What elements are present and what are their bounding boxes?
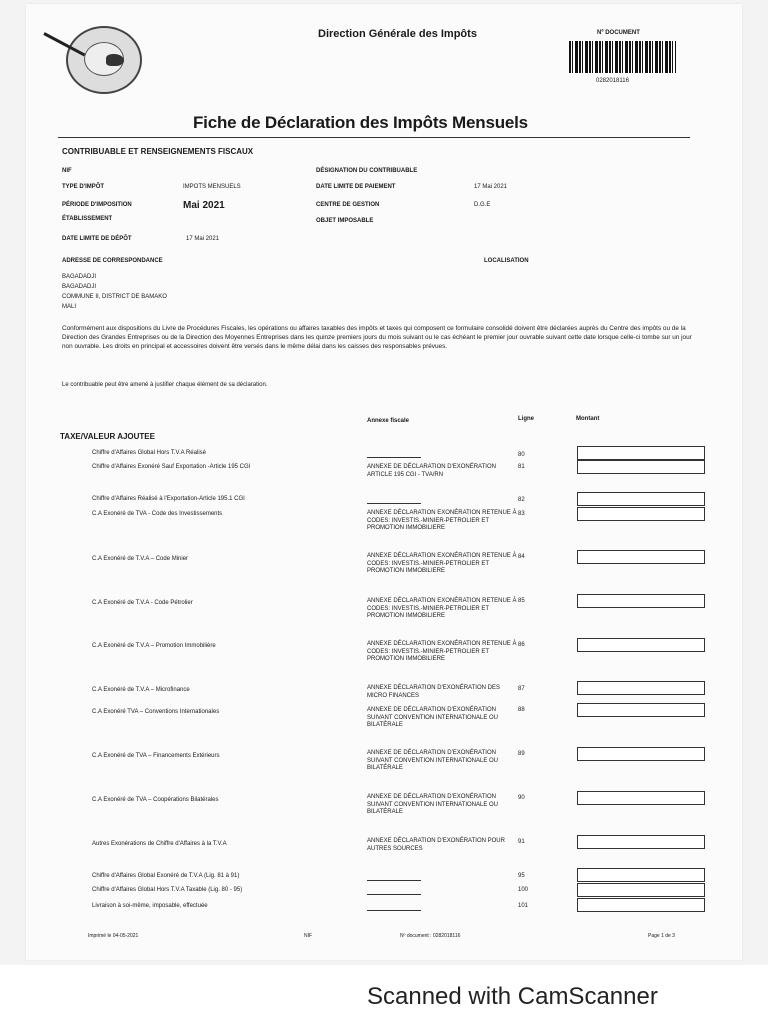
annexe-blank [367, 894, 421, 895]
field-value-periode: Mai 2021 [183, 200, 225, 211]
montant-input-90[interactable] [577, 791, 705, 805]
row-ligne: 81 [518, 464, 525, 470]
annexe-blank [367, 457, 421, 458]
dgi-seal-icon [66, 26, 142, 94]
row-label: C.A Exonéré TVA – Conventions Internationales [92, 709, 220, 715]
row-ligne: 86 [518, 642, 525, 648]
annexe-blank [367, 503, 421, 504]
legal-paragraph: Conformément aux dispositions du Livre de Procédures Fiscales, les opérations ou affaires taxables des impôts et taxes qui composent ce formulaire consolidé doivent être déclarées auprès du Centre des impôts ou de la Direction des Grandes Entreprises ou de la Direction des Moyennes Entreprises dans les quinze premiers jours du mois suivant ou le cas échéant le premier jour ouvrable suivant cette date lorsque celle-ci tombe sur un jour non ouvrable. Les droits en principal et accessoires doivent être versés dans le même délai dans les caisses des responsables prévues. [62, 325, 692, 350]
row-label: Chiffre d'Affaires Global Exonéré de T.V.A (Lig. 81 à 91) [92, 873, 240, 879]
row-annexe: ANNEXE DE DÉCLARATION D'EXONÉRATION SUIVANT CONVENTION INTERNATIONALE OU BILATÉRALE [367, 707, 499, 728]
row-label: Chiffre d'Affaires Global Hors T.V.A Taxable (Lig. 80 - 95) [92, 887, 243, 893]
page-title: Fiche de Déclaration des Impôts Mensuels [193, 113, 528, 132]
montant-input-100[interactable] [577, 883, 705, 897]
field-label-depot: DATE LIMITE DE DÉPÔT [62, 236, 132, 242]
montant-input-88[interactable] [577, 703, 705, 717]
row-ligne: 88 [518, 707, 525, 713]
row-ligne: 80 [518, 452, 525, 458]
row-label: C.A Exonéré de T.V.A – Promotion Immobilière [92, 643, 216, 649]
barcode-icon [569, 41, 676, 73]
montant-input-80[interactable] [577, 446, 705, 460]
row-ligne: 100 [518, 887, 529, 893]
montant-input-87[interactable] [577, 681, 705, 695]
camscanner-watermark: Scanned with CamScanner [367, 983, 658, 1010]
col-header-annexe: Annexe fiscale [367, 418, 410, 424]
correspondence-label: ADRESSE DE CORRESPONDANCE [62, 258, 163, 264]
localisation-label: LOCALISATION [484, 258, 529, 264]
row-annexe: ANNEXE DÉCLARATION EXONÉRATION RETENUE À CODES: INVESTIS.-MINIER-PETROLIER ET PROMOTION IMMOBILIERE [367, 641, 517, 662]
field-value-centre: D.G.E [474, 202, 491, 208]
montant-input-89[interactable] [577, 747, 705, 761]
row-ligne: 91 [518, 839, 525, 845]
address-line: BAGADADJI [62, 284, 97, 290]
field-label-paiement: DATE LIMITE DE PAIEMENT [316, 184, 396, 190]
field-label-designation: DÉSIGNATION DU CONTRIBUABLE [316, 168, 418, 174]
footer-doc: Nº document : 0282018116 [400, 933, 461, 939]
row-ligne: 101 [518, 903, 529, 909]
row-ligne: 87 [518, 686, 525, 692]
address-line: BAGADADJI [62, 274, 97, 280]
row-label: Chiffre d'Affaires Global Hors T.V.A Réalisé [92, 450, 206, 456]
row-annexe: ANNEXE DÉCLARATION EXONÉRATION RETENUE À CODES: INVESTIS.-MINIER-PETROLIER ET PROMOTION IMMOBILIERE [367, 510, 517, 531]
doc-num-label: Nº DOCUMENT [597, 30, 640, 36]
col-header-ligne: Ligne [518, 416, 534, 422]
montant-input-81[interactable] [577, 460, 705, 474]
row-ligne: 95 [518, 873, 525, 879]
footer-page: Page 1 de 3 [648, 933, 675, 939]
field-value-paiement: 17 Mai 2021 [474, 184, 508, 190]
row-ligne: 83 [518, 511, 525, 517]
row-label: Chiffre d'Affaires Réalisé à l'Exportation-Article 195.1 CGI [92, 496, 245, 502]
row-label: C.A Exonéré de TVA – Financements Extérieurs [92, 753, 220, 759]
montant-input-95[interactable] [577, 868, 705, 882]
field-value-type: IMPOTS MENSUELS [183, 184, 241, 190]
field-label-objet: OBJET IMPOSABLE [316, 218, 374, 224]
montant-input-83[interactable] [577, 507, 705, 521]
row-ligne: 85 [518, 598, 525, 604]
montant-input-86[interactable] [577, 638, 705, 652]
row-annexe: ANNEXE DÉCLARATION D'EXONÉRATION DES MICRO FINANCES [367, 685, 500, 699]
row-label: C.A Exonéré de TVA - Code des Investissements [92, 511, 223, 517]
annexe-blank [367, 880, 421, 881]
montant-input-101[interactable] [577, 898, 705, 912]
row-label: C.A Exonéré de T.V.A - Code Pétrolier [92, 600, 193, 606]
title-rule [58, 137, 690, 138]
row-label: Chiffre d'Affaires Exonéré Sauf Exportation -Article 195 CGI [92, 464, 251, 470]
annexe-blank [367, 910, 421, 911]
row-label: Livraison à soi-même, imposable, effectuée [92, 903, 208, 909]
row-label: C.A Exonéré de T.V.A – Microfinance [92, 687, 190, 693]
address-line: MALI [62, 304, 77, 310]
section-title: CONTRIBUABLE ET RENSEIGNEMENTS FISCAUX [62, 147, 254, 156]
row-label: C.A Exonéré de TVA – Coopérations Bilatérales [92, 797, 219, 803]
field-label-type: TYPE D'IMPÔT [62, 184, 105, 190]
field-label-nif: NIF [62, 168, 72, 174]
montant-input-85[interactable] [577, 594, 705, 608]
table-section-title: TAXE/VALEUR AJOUTEE [60, 432, 155, 441]
footer-printed: Imprimé le 04-05-2021 [88, 933, 139, 939]
row-ligne: 84 [518, 554, 525, 560]
address-line: COMMUNE II, DISTRICT DE BAMAKO [62, 294, 167, 300]
doc-number: 0282018116 [596, 78, 629, 84]
row-ligne: 90 [518, 795, 525, 801]
montant-input-91[interactable] [577, 835, 705, 849]
montant-input-82[interactable] [577, 492, 705, 506]
row-annexe: ANNEXE DE DÉCLARATION D'EXONÉRATION ARTICLE 195 CGI - TVA/RN [367, 464, 496, 478]
row-annexe: ANNEXE DE DÉCLARATION D'EXONÉRATION SUIVANT CONVENTION INTERNATIONALE OU BILATÉRALE [367, 750, 499, 771]
row-annexe: ANNEXE DE DÉCLARATION D'EXONÉRATION SUIVANT CONVENTION INTERNATIONALE OU BILATÉRALE [367, 794, 499, 815]
field-label-centre: CENTRE DE GESTION [316, 202, 380, 208]
row-ligne: 82 [518, 497, 525, 503]
montant-input-84[interactable] [577, 550, 705, 564]
field-label-etablissement: ÉTABLISSEMENT [62, 216, 113, 222]
row-ligne: 89 [518, 751, 525, 757]
field-label-periode: PÉRIODE D'IMPOSITION [62, 202, 132, 208]
row-annexe: ANNEXE DÉCLARATION EXONÉRATION RETENUE À CODES: INVESTIS.-MINIER-PETROLIER ET PROMOTION IMMOBILIERE [367, 553, 517, 574]
row-annexe: ANNEXE DÉCLARATION EXONÉRATION RETENUE À CODES: INVESTIS.-MINIER-PETROLIER ET PROMOTION IMMOBILIERE [367, 598, 517, 619]
row-annexe: ANNEXE DÉCLARATION D'EXONÉRATION POUR AUTRES SOURCES [367, 838, 505, 852]
col-header-montant: Montant [576, 416, 600, 422]
row-label: Autres Exonérations de Chiffre d'Affaires à la T.V.A [92, 841, 227, 847]
field-value-depot: 17 Mai 2021 [186, 236, 220, 242]
org-name: Direction Générale des Impôts [318, 28, 477, 40]
footer-nif: NIF [304, 933, 313, 939]
justify-note: Le contribuable peut être amené à justifier chaque élément de sa déclaration. [62, 382, 268, 388]
row-label: C.A Exonéré de T.V.A – Code Minier [92, 556, 189, 562]
